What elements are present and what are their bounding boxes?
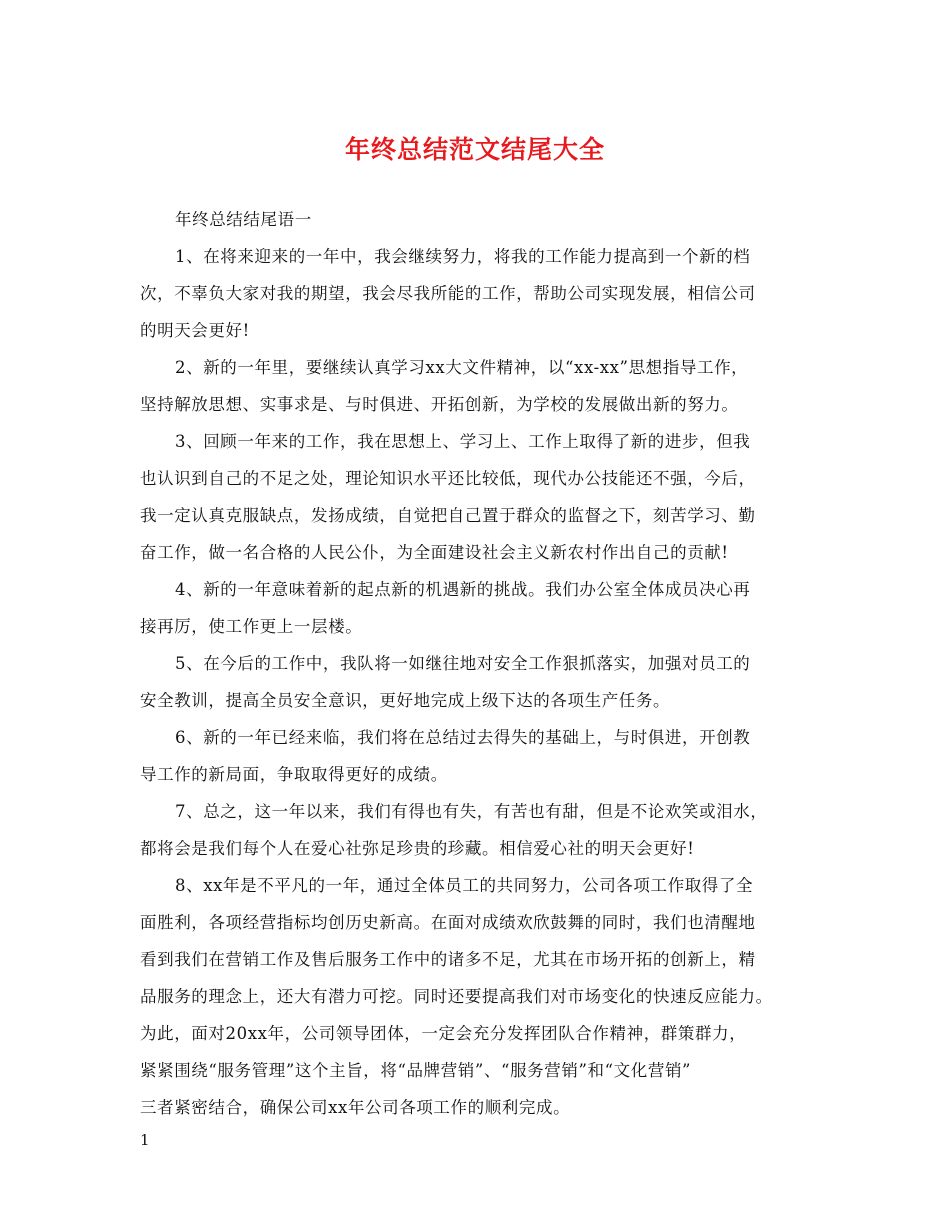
paragraph-2-line-1: 2、新的一年里，要继续认真学习xx大文件精神，以“xx-xx”思想指导工作， [175, 358, 749, 377]
paragraph-3-line-2: 也认识到自己的不足之处，理论知识水平还比较低，现代办公技能还不强，今后， [140, 469, 756, 488]
paragraph-6-line-2: 导工作的新局面，争取取得更好的成绩。 [140, 765, 448, 784]
paragraph-1-line-1: 1、在将来迎来的一年中，我会继续努力，将我的工作能力提高到一个新的档 [175, 247, 751, 266]
paragraph-8-line-6: 紧紧围绕“服务管理”这个主旨，将“品牌营销”、“服务营销”和“文化营销” [140, 1061, 692, 1080]
paragraph-5-line-2: 安全教训，提高全员安全意识，更好地完成上级下达的各项生产任务。 [140, 691, 671, 710]
paragraph-8-line-2: 面胜利，各项经营指标均创历史新高。在面对成绩欢欣鼓舞的同时，我们也清醒地 [140, 913, 756, 932]
paragraph-7-line-1: 7、总之，这一年以来，我们有得也有失，有苦也有甜，但是不论欢笑或泪水， [175, 802, 768, 821]
paragraph-8-line-5: 为此，面对20xx年，公司领导团体，一定会充分发挥团队合作精神，群策群力， [140, 1024, 747, 1043]
paragraph-4-line-2: 接再厉，使工作更上一层楼。 [140, 617, 363, 636]
document-title: 年终总结范文结尾大全 [344, 135, 605, 164]
paragraph-3-line-4: 奋工作，做一名合格的人民公仆，为全面建设社会主义新农村作出自己的贡献! [140, 543, 729, 562]
paragraph-5-line-1: 5、在今后的工作中，我队将一如继往地对安全工作狠抓落实，加强对员工的 [175, 654, 751, 673]
paragraph-1-line-2: 次，不辜负大家对我的期望，我会尽我所能的工作，帮助公司实现发展，相信公司 [140, 284, 756, 303]
paragraph-2-line-2: 坚持解放思想、实事求是、与时俱进、开拓创新，为学校的发展做出新的努力。 [140, 395, 739, 414]
paragraph-8-line-4: 品服务的理念上，还大有潜力可挖。同时还要提高我们对市场变化的快速反应能力。 [140, 987, 773, 1006]
paragraph-8-line-3: 看到我们在营销工作及售后服务工作中的诸多不足，尤其在市场开拓的创新上，精 [140, 950, 756, 969]
section-heading: 年终总结结尾语一 [175, 210, 312, 229]
paragraph-4-line-1: 4、新的一年意味着新的起点新的机遇新的挑战。我们办公室全体成员决心再 [175, 580, 751, 599]
paragraph-6-line-1: 6、新的一年已经来临，我们将在总结过去得失的基础上，与时俱进，开创教 [175, 728, 751, 747]
paragraph-8-line-7: 三者紧密结合，确保公司xx年公司各项工作的顺利完成。 [140, 1098, 571, 1117]
paragraph-3-line-3: 我一定认真克服缺点，发扬成绩，自觉把自己置于群众的监督之下，刻苦学习、勤 [140, 506, 756, 525]
paragraph-8-line-1: 8、xx年是不平凡的一年，通过全体员工的共同努力，公司各项工作取得了全 [175, 876, 754, 895]
page-number: 1 [140, 1131, 150, 1149]
paragraph-7-line-2: 都将会是我们每个人在爱心社弥足珍贵的珍藏。相信爱心社的明天会更好! [140, 839, 695, 858]
paragraph-1-line-3: 的明天会更好! [140, 321, 250, 340]
paragraph-3-line-1: 3、回顾一年来的工作，我在思想上、学习上、工作上取得了新的进步，但我 [175, 432, 751, 451]
